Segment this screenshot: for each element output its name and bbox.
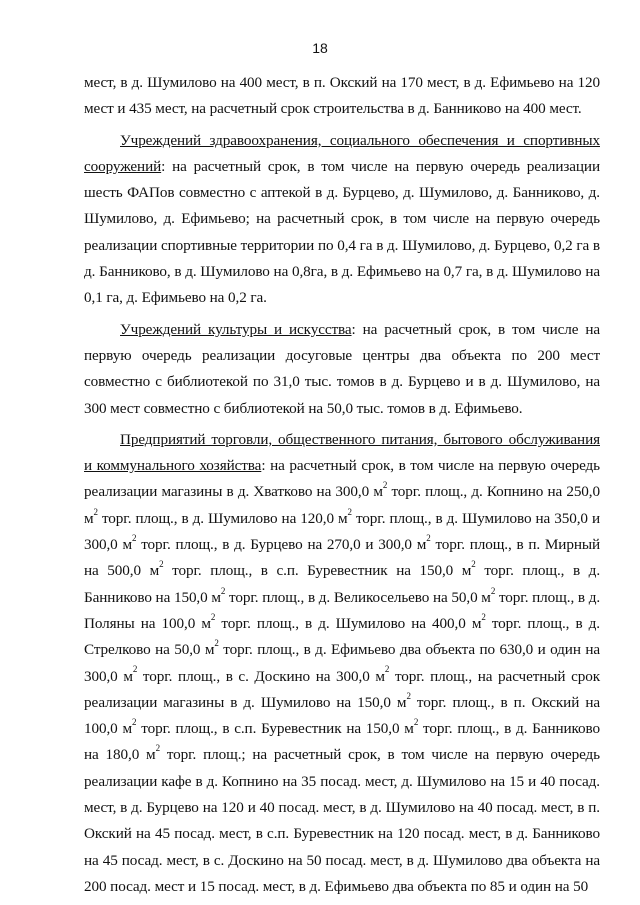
paragraph-text: торг. площ., в д. Великосельево на 50,0 м (225, 588, 491, 606)
paragraph-text: : на расчетный срок, в том числе на первую очередь реализации досуговые центры два объекта по 200 мест совместно с библиотекой по 31,0 тыс. томов в д. Бурцево и в д. Шумилово, на 300 мест совместно с библиотекой на 50,0 тыс. томов в д. Ефимьево. (84, 320, 600, 417)
superscript-2: 2 (413, 717, 419, 728)
paragraph-text: : на расчетный срок, в том числе на первую очередь реализации шесть ФАПов совместно с аптекой в д. Бурцево, д. Шумилово, д. Банниково, д. Шумилово, д. Ефимьево; на расчетный срок, в том числе на первую очередь реализации спортивные территории по 0,4 га в д. Шумилово, д. Бурцево, 0,2 га в д. Банниково, в д. Шумилово на 0,8га, в д. Ефимьево на 0,7 га, в д. Шумилово на 0,1 га, д. Ефимьево на 0,2 га. (84, 157, 600, 307)
superscript-2: 2 (471, 559, 476, 570)
superscript-2: 2 (382, 480, 388, 491)
page-number: 18 (312, 40, 328, 56)
paragraph-text: торг. площ., в д. Банниково на 150,0 м (84, 562, 601, 606)
document-body (84, 70, 600, 905)
paragraph-text: торг. площ., в п. Мирный на 500,0 м (84, 536, 600, 580)
paragraph-text: торг. площ., в д. Ефимьево два объекта по 630,0 и один на 300,0 м (84, 641, 601, 685)
section-heading-culture: Учреждений культуры и искусства (120, 320, 352, 338)
paragraph-text: торг. площ., в д. Шумилово на 400,0 м (215, 614, 482, 632)
paragraph-text: торг. площ., в д. Стрелково на 50,0 м (84, 614, 601, 659)
paragraph-healthcare (84, 128, 600, 312)
paragraph-text: торг. площ., на расчетный срок реализации магазины в д. Шумилово на 150,0 м (84, 667, 600, 711)
paragraph-text: торг. площ., в д. Банниково на 180,0 м (84, 720, 600, 764)
paragraph-text: торг. площ., в с. Доскино на 300,0 м (137, 667, 385, 685)
superscript-2: 2 (347, 506, 352, 517)
paragraph-text: торг. площ., в д. Шумилово на 350,0 и 300,0 м (84, 509, 600, 554)
paragraph-text: торг. площ., д. Копнино на 250,0 м (84, 483, 600, 527)
section-heading-trade: Предприятий торговли, общественного питания, бытового обслуживания и коммунального хозяйства (84, 430, 600, 475)
superscript-2: 2 (132, 532, 137, 543)
section-heading-healthcare: Учреждений здравоохранения, социального обеспечения и спортивных сооружений (84, 131, 600, 175)
superscript-2: 2 (132, 664, 138, 675)
superscript-2: 2 (155, 743, 160, 754)
paragraph-culture (84, 317, 600, 422)
paragraph-text: торг. площ., в с.п. Буревестник на 150,0 м (163, 562, 472, 580)
superscript-2: 2 (159, 559, 164, 570)
superscript-2: 2 (481, 611, 486, 622)
paragraph-text: торг. площ.; на расчетный срок, в том числе на первую очередь реализации кафе в д. Копнино на 35 посад. мест, д. Шумилово на 15 и 40 посад. мест, в д. Бурцево на 120 и 40 посад. мест, в д. Шумилово на 40 посад. мест, в п. Окский на 45 посад. мест, в с.п. Буревестник на 120 посад. мест, в д. Банниково на 45 посад. мест, в с. Доскино на 50 посад. мест, в д. Шумилово два объекта на 200 посад. мест и 15 посад. мест, в д. Ефимьево два объекта по 85 и один на 50 (84, 746, 601, 895)
superscript-2: 2 (490, 585, 496, 596)
superscript-2: 2 (93, 506, 98, 517)
superscript-2: 2 (384, 664, 390, 675)
paragraph-text: торг. площ., в с.п. Буревестник на 150,0 м (136, 720, 414, 738)
paragraph-text: торг. площ., в д. Поляны на 100,0 м (84, 588, 601, 632)
paragraph-text: торг. площ., в п. Окский на 100,0 м (84, 693, 600, 738)
paragraph-text: торг. площ., в д. Бурцево на 270,0 и 300,0 м (136, 536, 427, 554)
paragraph-text: торг. площ., в д. Шумилово на 120,0 м (97, 509, 348, 527)
superscript-2: 2 (214, 638, 219, 649)
paragraph-schools-continued (84, 70, 600, 123)
superscript-2: 2 (220, 585, 226, 596)
superscript-2: 2 (406, 690, 411, 701)
superscript-2: 2 (426, 532, 431, 543)
superscript-2: 2 (132, 717, 137, 728)
paragraph-text: мест, в д. Шумилово на 400 мест, в п. Окский на 170 мест, в д. Ефимьево на 120 мест и 435 мест, на расчетный срок строительства в д. Банниково на 400 мест. (84, 74, 600, 118)
paragraph-trade (84, 427, 600, 900)
paragraph-text: : на расчетный срок, в том числе на первую очередь реализации магазины в д. Хватково на 300,0 м (84, 457, 600, 501)
superscript-2: 2 (210, 611, 216, 622)
